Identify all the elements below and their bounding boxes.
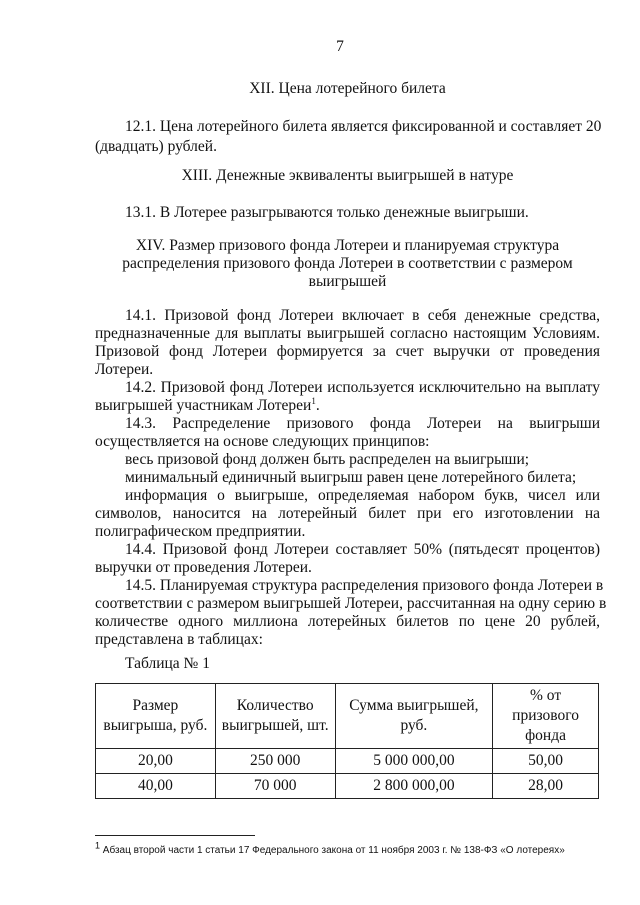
table-cell: 28,00 xyxy=(493,774,599,799)
table-row xyxy=(96,749,599,774)
table-cell: 20,00 xyxy=(96,749,216,774)
section-12-heading: XII. Цена лотерейного билета xyxy=(249,80,446,97)
table-cell: 50,00 xyxy=(493,749,599,774)
para-14-3-line1: 14.3. Распределение призового фонда Лотереи на выигрыши xyxy=(125,415,600,432)
para-14-5-line3: количестве одного миллиона лотерейных билетов по цене 20 рублей, xyxy=(95,613,600,630)
table-row xyxy=(96,774,599,799)
footnote-marker: 1 xyxy=(95,840,101,851)
para-14-3-item1: весь призовой фонд должен быть распределен на выигрыши; xyxy=(125,451,530,468)
para-14-5-line1: 14.5. Планируемая структура распределения призового фонда Лотереи в xyxy=(125,577,604,594)
para-14-3-item3-line1: информация о выигрыше, определяемая набором букв, чисел или xyxy=(125,487,600,504)
section-13-paragraph: 13.1. В Лотерее разыгрываются только денежные выигрыши. xyxy=(125,204,529,221)
para-14-3-item3-line3: полиграфическом предприятии. xyxy=(95,523,306,540)
footnote-ref-marker: 1 xyxy=(311,395,316,406)
page-number: 7 xyxy=(336,38,344,55)
prize-table xyxy=(95,683,599,799)
table-header-row xyxy=(96,684,599,749)
section-14-heading-line3: выигрышей xyxy=(308,273,387,290)
table-caption: Таблица № 1 xyxy=(125,655,210,672)
para-14-2-text: выигрышей участникам Лотереи xyxy=(95,397,312,414)
footnote-separator xyxy=(95,835,255,836)
para-14-3-item3-line2: символов, наносится на лотерейный билет при его изготовлении на xyxy=(95,505,600,522)
para-14-1-line1: 14.1. Призовой фонд Лотереи включает в себя денежные средства, xyxy=(125,307,600,324)
footnote xyxy=(95,840,565,856)
table-header-cell: % от призового фонда xyxy=(493,684,599,749)
para-14-2-line1: 14.2. Призовой фонд Лотереи используется исключительно на выплату xyxy=(125,379,600,396)
para-14-1-line3: Призовой фонд Лотереи формируется за счет выручки от проведения xyxy=(95,343,600,360)
para-14-3-line2: осуществляется на основе следующих принципов: xyxy=(95,433,430,450)
table-header-cell: Размер выигрыша, руб. xyxy=(96,684,216,749)
section-13-heading: XIII. Денежные эквиваленты выигрышей в натуре xyxy=(181,167,514,184)
table-cell: 250 000 xyxy=(215,749,335,774)
section-14-heading-line2: распределения призового фонда Лотереи в соответствии с размером xyxy=(122,255,573,272)
para-14-3-item2: минимальный единичный выигрыш равен цене лотерейного билета; xyxy=(125,469,577,486)
section-12-paragraph-line2: (двадцать) рублей. xyxy=(95,138,217,155)
table-header-cell: Сумма выигрышей, руб. xyxy=(335,684,493,749)
para-14-5-line2: соответствии с размером выигрышей Лотереи, рассчитанная на одну серию в xyxy=(95,595,607,612)
table-cell: 40,00 xyxy=(96,774,216,799)
section-12-paragraph-line1: 12.1. Цена лотерейного билета является фиксированной и составляет 20 xyxy=(125,118,602,135)
para-14-1-line4: Лотереи. xyxy=(95,361,154,378)
table-cell: 2 800 000,00 xyxy=(335,774,493,799)
para-14-2-line2 xyxy=(95,396,600,416)
table-cell: 70 000 xyxy=(215,774,335,799)
footnote-text: Абзац второй части 1 статьи 17 Федерального закона от 11 ноября 2003 г. № 138-ФЗ «О лотереях» xyxy=(100,845,565,856)
para-14-4-line1: 14.4. Призовой фонд Лотереи составляет 50% (пятьдесят процентов) xyxy=(125,541,600,558)
para-14-1-line2: предназначенные для выплаты выигрышей согласно настоящим Условиям. xyxy=(95,325,600,342)
para-14-5-line4: представлена в таблицах: xyxy=(95,631,263,648)
para-14-2-end: . xyxy=(315,397,320,414)
table-cell: 5 000 000,00 xyxy=(335,749,493,774)
table-header-cell: Количество выигрышей, шт. xyxy=(215,684,335,749)
section-14-heading-line1: XIV. Размер призового фонда Лотереи и планируемая структура xyxy=(135,237,560,254)
para-14-4-line2: выручки от проведения Лотереи. xyxy=(95,559,312,576)
